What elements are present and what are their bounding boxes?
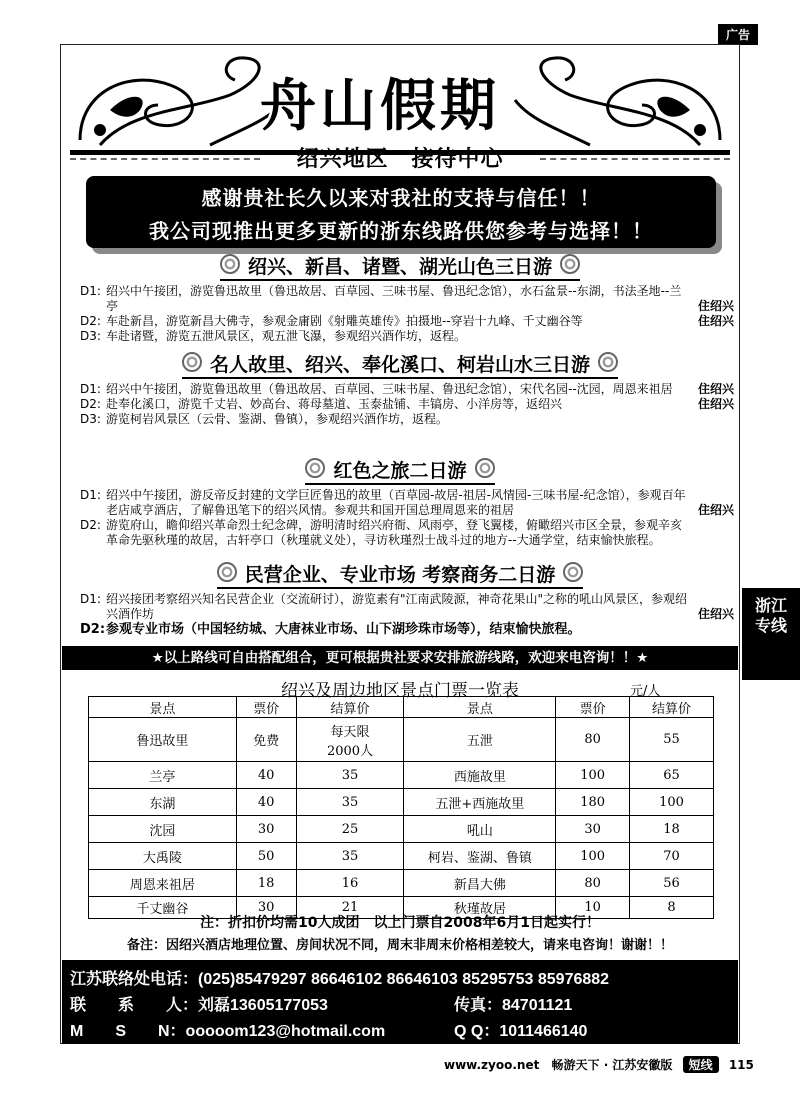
badge-icon bbox=[182, 352, 202, 372]
contact-msn: M S N：ooooom123@hotmail.com bbox=[70, 1023, 386, 1040]
subtitle: 绍兴地区 接待中心 bbox=[296, 147, 504, 172]
itinerary-day: D1: 绍兴接团考察绍兴知名民营企业（交流研讨），游览素有"江南武陵源，神奇花果山"之称的吼山风景区，参观绍兴酒作坊 住绍兴 bbox=[80, 592, 734, 621]
route-itinerary bbox=[80, 382, 740, 427]
intro-line: 我公司现推出更多更新的浙东线路供您参考与选择！！ bbox=[149, 219, 653, 243]
table-row: 千丈幽谷 30 21 秋瑾故居 10 8 bbox=[89, 897, 714, 919]
side-tab: 浙江 专线 bbox=[742, 588, 800, 680]
table-header: 景点 bbox=[404, 697, 556, 718]
badge-icon bbox=[560, 254, 580, 274]
route-title: 红色之旅二日游 bbox=[0, 456, 800, 485]
ad-tag: 广告 bbox=[718, 24, 758, 45]
itinerary-day: D1: 绍兴中午接团，游反帝反封建的文学巨匠鲁迅的故里（百草园-故居-祖居-风情园-三味书屋-纪念馆），参观百年老店咸亨酒店，了解鲁迅笔下的绍兴风情。参观共和国开国总理周恩来的祖居 住绍兴 bbox=[80, 488, 734, 517]
contact-box bbox=[62, 960, 738, 1044]
badge-icon bbox=[598, 352, 618, 372]
itinerary-day: D3: 车赴诸暨，游览五泄风景区，观五泄飞瀑，参观绍兴酒作坊，返程。 bbox=[80, 329, 467, 343]
table-row: 兰亭 40 35 西施故里 100 65 bbox=[89, 762, 714, 789]
intro-line: 感谢贵社长久以来对我社的支持与信任！！ bbox=[201, 186, 601, 210]
ticket-table bbox=[88, 696, 714, 919]
table-header: 票价 bbox=[236, 697, 296, 718]
table-row: 东湖 40 35 五泄+西施故里 180 100 bbox=[89, 789, 714, 816]
page-footer bbox=[444, 1056, 754, 1073]
route-title: 名人故里、绍兴、奉化溪口、柯岩山水三日游 bbox=[0, 350, 800, 379]
remark: 备注：因绍兴酒店地理位置、房间状况不同，周末非周末价格相差较大，请来电咨询！谢谢！！ bbox=[126, 938, 673, 953]
itinerary-day: D2: 车赴新昌，游览新昌大佛寺，参观金庸剧《射雕英雄传》拍摄地--穿岩十九峰、千丈幽谷等 住绍兴 bbox=[80, 314, 734, 328]
route-title: 绍兴、新昌、诸暨、湖光山色三日游 bbox=[0, 252, 800, 281]
quota-cell: 每天限 2000人 bbox=[296, 718, 404, 762]
table-row: 沈园 30 25 吼山 30 18 bbox=[89, 816, 714, 843]
footer-publication: 畅游天下 · 江苏安徽版 bbox=[551, 1058, 673, 1072]
route-itinerary bbox=[80, 284, 740, 344]
notice-bar: ★以上路线可自由搭配组合，更可根据贵社要求安排旅游线路，欢迎来电咨询！！★ bbox=[62, 646, 738, 670]
badge-icon bbox=[305, 458, 325, 478]
table-header: 结算价 bbox=[630, 697, 714, 718]
badge-icon bbox=[220, 254, 240, 274]
itinerary-day: D3: 游览柯岩风景区（云骨、鉴湖、鲁镇），参观绍兴酒作坊，返程。 bbox=[80, 412, 449, 426]
page-title: 舟山假期 bbox=[260, 74, 500, 139]
itinerary-day: D1: 绍兴中午接团，游览鲁迅故里（鲁迅故居、百草园、三味书屋、鲁迅纪念馆），宋代名园--沈园，周恩来祖居 住绍兴 bbox=[80, 382, 734, 396]
footer-tag: 短线 bbox=[683, 1056, 719, 1073]
itinerary-day: D2: 参观专业市场（中国轻纺城、大唐袜业市场、山下湖珍珠市场等），结束愉快旅程。 bbox=[80, 622, 581, 637]
badge-icon bbox=[475, 458, 495, 478]
table-row: 鲁迅故里 免费 每天限 2000人 五泄 80 55 bbox=[89, 718, 714, 762]
badge-icon bbox=[563, 562, 583, 582]
subtitle-row bbox=[70, 140, 730, 174]
table-header: 结算价 bbox=[296, 697, 404, 718]
table-header-row bbox=[89, 697, 714, 718]
route-title: 民营企业、专业市场 考察商务二日游 bbox=[0, 560, 800, 589]
table-header: 景点 bbox=[89, 697, 237, 718]
table-row: 大禹陵 50 35 柯岩、鉴湖、鲁镇 100 70 bbox=[89, 843, 714, 870]
contact-phone: 江苏联络处电话：(025)85479297 86646102 86646103 85295753 85976882 bbox=[70, 971, 610, 988]
itinerary-day: D2: 赴奉化溪口，游览千丈岩、妙高台、蒋母墓道、玉泰盐铺、丰镐房、小洋房等，返绍兴 住绍兴 bbox=[80, 397, 734, 411]
contact-fax: 传真：84701121 bbox=[454, 997, 573, 1014]
intro-box bbox=[86, 176, 716, 248]
table-title: 绍兴及周边地区景点门票一览表 bbox=[281, 681, 519, 701]
note: 注：折扣价均需10人成团 以上门票自2008年6月1日起实行！ bbox=[200, 915, 600, 931]
price-unit: 元/人 bbox=[630, 684, 661, 699]
contact-person: 联 系 人：刘磊13605177053 bbox=[70, 997, 328, 1014]
itinerary-day: D2: 游览府山，瞻仰绍兴革命烈士纪念碑，游明清时绍兴府衙、风雨亭，登飞翼楼，俯瞰绍兴市区全景，参观辛亥革命先驱秋瑾的故居，古轩亭口（秋瑾就义处），寻访秋瑾烈士战斗过的地方--大通学堂，结束愉快旅程。 bbox=[80, 518, 683, 547]
contact-qq: Q Q：1011466140 bbox=[454, 1023, 588, 1040]
badge-icon bbox=[217, 562, 237, 582]
route-itinerary bbox=[80, 592, 740, 637]
page-number: 115 bbox=[728, 1058, 754, 1072]
table-header: 票价 bbox=[556, 697, 630, 718]
route-itinerary bbox=[80, 488, 740, 548]
table-row: 周恩来祖居 18 16 新昌大佛 80 56 bbox=[89, 870, 714, 897]
footer-site: www.zyoo.net bbox=[444, 1058, 540, 1072]
itinerary-day: D1: 绍兴中午接团，游览鲁迅故里（鲁迅故居、百草园、三味书屋、鲁迅纪念馆），水石盆景--东湖，书法圣地--兰亭 住绍兴 bbox=[80, 284, 734, 313]
